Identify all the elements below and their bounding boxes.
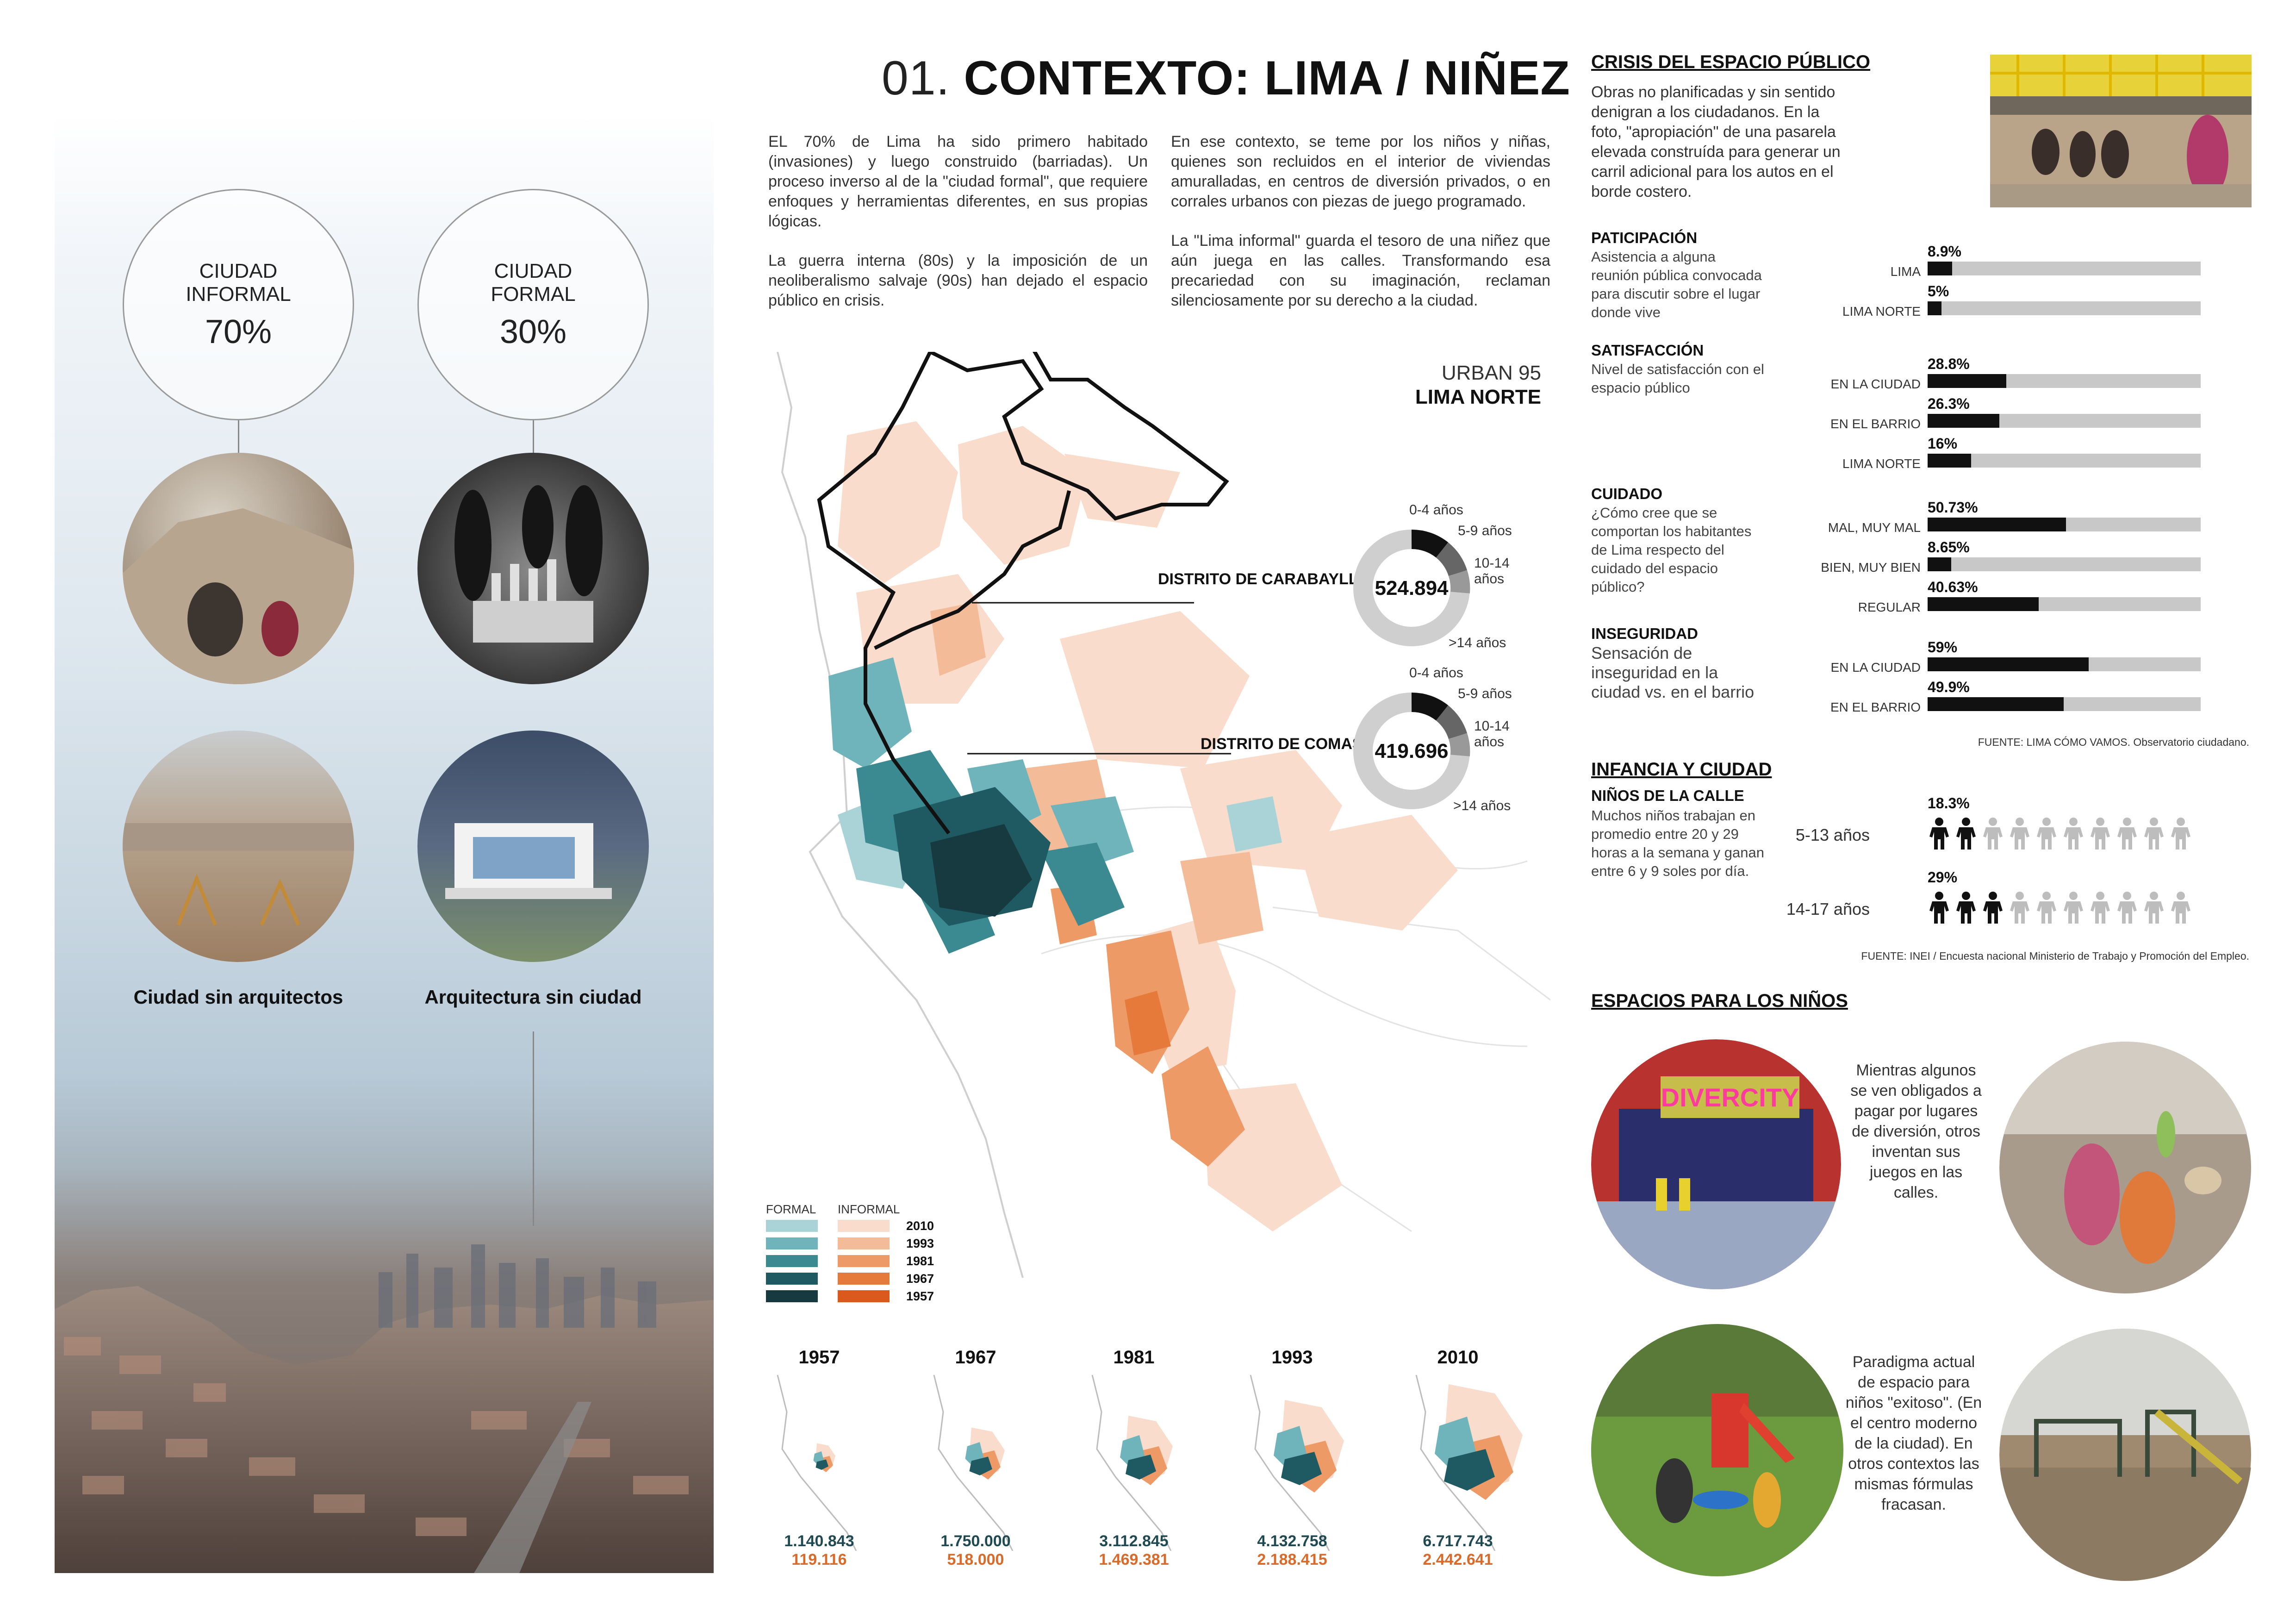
kids-percent: 18.3% (1928, 795, 1970, 812)
stat-desc: Sensación de inseguridad en la ciudad vs. en el barrio (1591, 643, 1755, 701)
bar-value: 8.9% (1928, 243, 1961, 260)
intro-paragraph: En ese contexto, se teme por los niños y niñas, quienes son recluidos en el interior de viviendas amuralladas, en centros de diversión privados, o en corrales urbanos con piezas de juego programado. (1171, 133, 1550, 210)
child-icon (1981, 891, 2004, 924)
photo-informal-family (123, 453, 354, 684)
title-main: CONTEXTO: LIMA / NIÑEZ (964, 51, 1570, 105)
intro-paragraph: EL 70% de Lima ha sido primero habitado (invasiones) y luego construido (barriadas). Un proceso inverso al de la "ciudad formal", que requiere enfoques y herramientas diferentes, en sus propias lógicas. (768, 133, 1148, 230)
timeline-year: 1957 (798, 1347, 840, 1368)
child-icon (1954, 891, 1978, 924)
timeline-mini-map (925, 1375, 1064, 1551)
intro-paragraph: La guerra interna (80s) y la imposición de un neoliberalismo salvaje (90s) han dejado el espacio público en crisis. (768, 252, 1148, 309)
bar-track (1928, 557, 2201, 571)
child-icon (2062, 817, 2085, 849)
bar-label: LIMA NORTE (1842, 304, 1921, 319)
bar-track (1928, 597, 2201, 611)
espacios-text-2: Paradigma actual de espacio para niños "exitoso". (En el centro moderno de la ciudad). En otros contextos las mismas fórmulas fracasan. (1845, 1353, 1982, 1513)
timeline-formal-population: 1.750.000 (940, 1532, 1011, 1550)
bar-value: 49.9% (1928, 679, 1970, 695)
legend-swatch-formal (766, 1273, 818, 1285)
child-icon (2035, 817, 2058, 849)
intro-column-1 (768, 132, 1148, 330)
child-icon (2169, 817, 2192, 849)
legend-informal-heading: INFORMAL (838, 1202, 900, 1216)
circle-ciudad-informal (123, 189, 354, 420)
kids-icon-row (1928, 817, 2192, 849)
legend-year: 2010 (906, 1219, 934, 1233)
timeline-mini-map (1241, 1375, 1380, 1551)
bar-fill (1928, 414, 1999, 428)
circle-label-formal: CIUDAD FORMAL (491, 260, 576, 306)
child-icon (2089, 817, 2112, 849)
bar-track (1928, 697, 2201, 711)
timeline-mini-map (1407, 1375, 1546, 1551)
child-icon (2142, 817, 2165, 849)
timeline-formal-population: 1.140.843 (784, 1532, 854, 1550)
stat-desc: ¿Cómo cree que se comportan los habitantes de Lima respecto del cuidado del espacio público? (1591, 505, 1752, 595)
district-label-comas: DISTRITO DE COMAS (1201, 735, 1363, 753)
urban-label-line1: URBAN 95 (1441, 362, 1541, 384)
kids-age-label: 14-17 años (1786, 899, 1870, 918)
child-icon (2169, 891, 2192, 924)
bar-label: EN LA CIUDAD (1830, 377, 1921, 391)
city-photo (55, 1217, 714, 1573)
legend-swatch-formal (766, 1237, 818, 1249)
legend-swatch-informal (838, 1237, 890, 1249)
bar-value: 16% (1928, 435, 1958, 452)
timeline-informal-population: 518.000 (947, 1551, 1004, 1568)
child-icon (2035, 891, 2058, 924)
urban-95-label (1310, 361, 1541, 409)
urban-label-line2: LIMA NORTE (1415, 386, 1541, 408)
kids-age-label: 5-13 años (1795, 825, 1870, 844)
timeline-formal-population: 3.112.845 (1099, 1532, 1169, 1550)
age-label: >14 años (1453, 798, 1511, 813)
bar-fill (1928, 374, 2006, 388)
bar-track (1928, 414, 2201, 428)
child-icon (1928, 817, 1951, 849)
legend-swatch-informal (838, 1273, 890, 1285)
stat-title: INSEGURIDAD (1591, 625, 1699, 642)
timeline-formal-population: 6.717.743 (1423, 1532, 1493, 1550)
age-label: 10-14 años (1474, 556, 1510, 587)
bar-fill (1928, 597, 2039, 611)
timeline-mini-map (1083, 1375, 1222, 1551)
kids-icon-row (1928, 891, 2192, 924)
caption-ciudad-sin-arquitectos: Ciudad sin arquitectos (133, 986, 343, 1008)
bar-track (1928, 374, 2201, 388)
bar-fill (1928, 301, 1941, 315)
stat-title: CUIDADO (1591, 485, 1662, 502)
photo-informal-playground (123, 731, 354, 962)
bar-track (1928, 518, 2201, 531)
population-carabayllo: 524.894 (1375, 577, 1449, 600)
age-label: 0-4 años (1409, 502, 1463, 518)
child-icon (2089, 891, 2112, 924)
legend-swatch-formal (766, 1220, 818, 1232)
intro-column-2 (1171, 132, 1550, 330)
legend-formal-heading: FORMAL (766, 1202, 816, 1216)
timeline-informal-population: 2.188.415 (1257, 1551, 1327, 1568)
page-title (882, 51, 1570, 106)
age-label: 10-14 años (1474, 718, 1510, 750)
timeline-year: 2010 (1437, 1347, 1479, 1368)
bar-track (1928, 454, 2201, 468)
photo-divercity (1591, 1039, 1841, 1289)
ninos-calle-title: NIÑOS DE LA CALLE (1591, 787, 1744, 804)
stat-desc: Nivel de satisfacción con el espacio público (1591, 361, 1764, 396)
bar-label: REGULAR (1858, 600, 1921, 614)
child-icon (2116, 817, 2139, 849)
bar-value: 59% (1928, 639, 1958, 656)
timeline-year: 1967 (955, 1347, 996, 1368)
bar-value: 28.8% (1928, 356, 1970, 372)
photo-modern-playground (1591, 1324, 1843, 1576)
crisis-text: Obras no planificadas y sin sentido denigran a los ciudadanos. En la foto, "apropiación" de una pasarela elevada construída para generar un carril adicional para los autos en el borde costero. (1591, 83, 1841, 200)
bar-fill (1928, 557, 1951, 571)
legend-swatch-formal (766, 1290, 818, 1302)
legend-swatch-informal (838, 1290, 890, 1302)
age-label: 5-9 años (1458, 523, 1512, 538)
timeline-year: 1981 (1113, 1347, 1155, 1368)
bar-fill (1928, 518, 2066, 531)
circle-label-informal: CIUDAD INFORMAL (186, 260, 291, 306)
bar-track (1928, 657, 2201, 671)
espacios-text-1: Mientras algunos se ven obligados a pagar por lugares de diversión, otros inventan sus juegos en las calles. (1850, 1062, 1982, 1201)
photo-pasarela (1990, 55, 2252, 207)
bar-value: 8.65% (1928, 539, 1970, 556)
bar-label: MAL, MUY MAL (1828, 520, 1921, 535)
connector-line (533, 1031, 534, 1226)
photo-street-kids (1999, 1042, 2252, 1294)
caption-arquitectura-sin-ciudad: Arquitectura sin ciudad (424, 986, 642, 1008)
bar-value: 5% (1928, 283, 1949, 300)
legend-year: 1981 (906, 1254, 934, 1268)
circle-percent-informal: 70% (205, 313, 272, 350)
timeline-year: 1993 (1271, 1347, 1313, 1368)
stat-title: PATICIPACIÓN (1591, 229, 1698, 246)
photo-empty-playground (1999, 1329, 2252, 1581)
legend-swatch-formal (766, 1255, 818, 1267)
timeline-informal-population: 2.442.641 (1423, 1551, 1493, 1568)
left-panel (55, 115, 714, 1573)
child-icon (1981, 817, 2004, 849)
title-number: 01. (882, 51, 950, 105)
child-icon (2008, 817, 2031, 849)
child-icon (1954, 817, 1978, 849)
child-icon (2116, 891, 2139, 924)
stat-title: SATISFACCIÓN (1591, 342, 1704, 359)
ninos-calle-desc: Muchos niños trabajan en promedio entre 20 y 29 horas a la semana y ganan entre 6 y 9 soles por día. (1591, 807, 1764, 879)
age-label: 5-9 años (1458, 686, 1512, 701)
espacios-title: ESPACIOS PARA LOS NIÑOS (1591, 991, 1848, 1011)
photo-formal-house (417, 731, 649, 962)
child-icon (2008, 891, 2031, 924)
lima-map (764, 352, 1550, 1324)
legend-year: 1957 (906, 1289, 934, 1303)
legend-swatch-informal (838, 1220, 890, 1232)
bar-fill (1928, 454, 1971, 468)
bar-label: LIMA NORTE (1842, 456, 1921, 471)
fuente-inei: FUENTE: INEI / Encuesta nacional Ministerio de Trabajo y Promoción del Empleo. (1861, 950, 2249, 962)
child-icon (2062, 891, 2085, 924)
age-label: >14 años (1449, 635, 1506, 650)
district-label-carabayllo: DISTRITO DE CARABAYLLO (1158, 570, 1371, 588)
bar-value: 26.3% (1928, 395, 1970, 412)
bar-label: EN EL BARRIO (1830, 700, 1921, 714)
timeline-informal-population: 119.116 (791, 1551, 847, 1568)
legend-swatch-informal (838, 1255, 890, 1267)
bar-track (1928, 301, 2201, 315)
bar-fill (1928, 657, 2089, 671)
fuente-lima-como-vamos: FUENTE: LIMA CÓMO VAMOS. Observatorio ciudadano. (1978, 736, 2249, 748)
intro-paragraph: La "Lima informal" guarda el tesoro de una niñez que aún juega en las calles. Transformando esa precariedad con su imaginación, reclaman silenciosamente por su derecho a la ciudad. (1171, 232, 1550, 309)
infancia-title: INFANCIA Y CIUDAD (1591, 759, 1772, 780)
bar-label: BIEN, MUY BIEN (1821, 560, 1921, 575)
bar-label: LIMA (1890, 264, 1921, 279)
circle-ciudad-formal (417, 189, 649, 420)
bar-value: 50.73% (1928, 499, 1978, 516)
age-label: 0-4 años (1409, 665, 1463, 681)
timeline-mini-map (768, 1375, 907, 1551)
population-comas: 419.696 (1375, 740, 1449, 762)
timeline-formal-population: 4.132.758 (1257, 1532, 1327, 1550)
photo-formal-architects (417, 453, 649, 684)
kids-percent: 29% (1928, 869, 1958, 886)
bar-label: EN LA CIUDAD (1830, 660, 1921, 675)
divercity-sign: DIVERCITY (1661, 1083, 1799, 1112)
bar-track (1928, 262, 2201, 275)
bar-fill (1928, 262, 1952, 275)
legend-year: 1993 (906, 1237, 934, 1250)
child-icon (2142, 891, 2165, 924)
bar-fill (1928, 697, 2064, 711)
bar-label: EN EL BARRIO (1830, 417, 1921, 431)
circle-percent-formal: 30% (499, 313, 567, 350)
legend-year: 1967 (906, 1272, 934, 1286)
child-icon (1928, 891, 1951, 924)
timeline-informal-population: 1.469.381 (1099, 1551, 1169, 1568)
stat-desc: Asistencia a alguna reunión pública convocada para discutir sobre el lugar donde vive (1591, 249, 1762, 320)
crisis-title: CRISIS DEL ESPACIO PÚBLICO (1591, 52, 1871, 72)
bar-value: 40.63% (1928, 579, 1978, 595)
